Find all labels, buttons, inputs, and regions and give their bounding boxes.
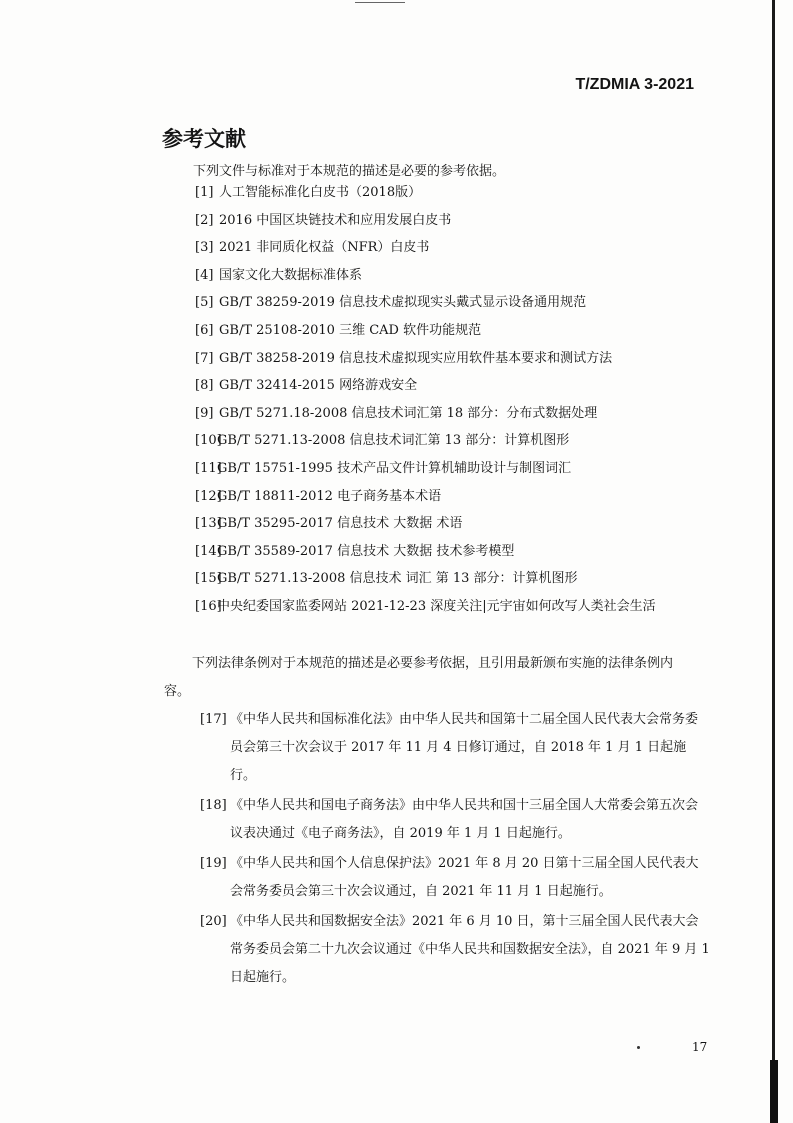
reference-number: [10] — [195, 433, 222, 449]
reference-number: [4] — [195, 267, 214, 283]
reference-text: GB/T 38258-2019 信息技术虚拟现实应用软件基本要求和测试方法 — [219, 350, 613, 366]
scan-edge-shadow — [770, 1060, 778, 1123]
law-list — [200, 706, 710, 994]
reference-item — [195, 322, 656, 350]
reference-item — [195, 543, 656, 571]
reference-number: [15] — [195, 571, 222, 587]
document-code: T/ZDMIA 3-2021 — [575, 76, 694, 93]
reference-number: [3] — [195, 240, 214, 256]
reference-number: [9] — [195, 405, 214, 421]
reference-text: GB/T 5271.13-2008 信息技术 词汇 第 13 部分：计算机图形 — [217, 571, 578, 587]
reference-item — [195, 184, 656, 212]
reference-text: 中央纪委国家监委网站 2021-12-23 深度关注|元宇宙如何改写人类社会生活 — [217, 598, 656, 614]
law-text: 《中华人民共和国电子商务法》由中华人民共和国十三届全国人大常委会第五次会议表决通过《电子商务法》，自 2019 年 1 月 1 日起施行。 — [230, 798, 699, 841]
reference-item — [195, 460, 656, 488]
page-number: 17 — [692, 1040, 708, 1054]
law-number: [18] — [200, 798, 227, 813]
reference-item — [195, 488, 656, 516]
reference-item — [195, 377, 656, 405]
reference-item — [195, 212, 656, 240]
reference-text: GB/T 32414-2015 网络游戏安全 — [219, 378, 418, 394]
law-item — [200, 908, 710, 992]
scan-top-mark — [355, 2, 405, 3]
law-text: 《中华人民共和国数据安全法》2021 年 6 月 10 日，第十三届全国人民代表大会常务委员会第二十九次会议通过《中华人民共和国数据安全法》，自 2021 年 9 月 1 日起施行。 — [230, 914, 710, 985]
law-text: 《中华人民共和国个人信息保护法》2021 年 8 月 20 日第十三届全国人民代表大会常务委员会第三十次会议通过，自 2021 年 11 月 1 日起施行。 — [230, 856, 699, 899]
reference-number: [13] — [195, 516, 222, 532]
law-number: [17] — [200, 712, 227, 727]
reference-item — [195, 350, 656, 378]
scan-speck — [637, 1046, 640, 1049]
reference-text: 人工智能标准化白皮书（2018版） — [219, 185, 422, 200]
law-item — [200, 850, 710, 906]
section-intro: 下列文件与标准对于本规范的描述是必要的参考依据。 — [193, 164, 506, 179]
reference-number: [7] — [195, 350, 214, 366]
reference-number: [12] — [195, 488, 222, 504]
reference-text: GB/T 5271.18-2008 信息技术词汇第 18 部分：分布式数据处理 — [219, 405, 598, 421]
reference-number: [2] — [195, 212, 214, 228]
reference-item — [195, 432, 656, 460]
law-number: [20] — [200, 914, 227, 929]
reference-text: GB/T 25108-2010 三维 CAD 软件功能规范 — [219, 322, 482, 338]
reference-text: 国家文化大数据标准体系 — [219, 267, 363, 283]
scan-edge-line — [772, 0, 775, 1123]
section-title: 参考文献 — [162, 127, 246, 151]
reference-item — [195, 239, 656, 267]
law-number: [19] — [200, 856, 227, 871]
reference-item — [195, 405, 656, 433]
reference-text: GB/T 15751-1995 技术产品文件计算机辅助设计与制图词汇 — [217, 460, 572, 476]
reference-number: [16] — [195, 598, 222, 614]
reference-number: [6] — [195, 322, 214, 338]
reference-text: 2021 非同质化权益（NFR）白皮书 — [219, 240, 430, 256]
reference-list — [195, 184, 656, 626]
laws-intro: 下列法律条例对于本规范的描述是必要参考依据，且引用最新颁布实施的法律条例内容。 — [164, 656, 674, 699]
law-item — [200, 706, 710, 790]
reference-number: [5] — [195, 295, 214, 311]
reference-item — [195, 598, 656, 626]
reference-number: [1] — [195, 185, 214, 200]
law-text: 《中华人民共和国标准化法》由中华人民共和国第十二届全国人民代表大会常务委员会第三十次会议于 2017 年 11 月 4 日修订通过，自 2018 年 1 月 1 日起施行。 — [230, 712, 699, 783]
reference-number: [14] — [195, 543, 222, 559]
reference-item — [195, 267, 656, 295]
reference-text: GB/T 35295-2017 信息技术 大数据 术语 — [217, 516, 463, 532]
reference-number: [11] — [195, 460, 222, 476]
reference-text: GB/T 35589-2017 信息技术 大数据 技术参考模型 — [217, 543, 515, 559]
reference-number: [8] — [195, 378, 214, 394]
law-item — [200, 792, 710, 848]
reference-item — [195, 570, 656, 598]
reference-text: GB/T 38259-2019 信息技术虚拟现实头戴式显示设备通用规范 — [219, 295, 587, 311]
reference-item — [195, 294, 656, 322]
reference-text: 2016 中国区块链技术和应用发展白皮书 — [219, 212, 452, 228]
reference-text: GB/T 18811-2012 电子商务基本术语 — [217, 488, 442, 504]
reference-item — [195, 515, 656, 543]
reference-text: GB/T 5271.13-2008 信息技术词汇第 13 部分：计算机图形 — [217, 433, 570, 449]
